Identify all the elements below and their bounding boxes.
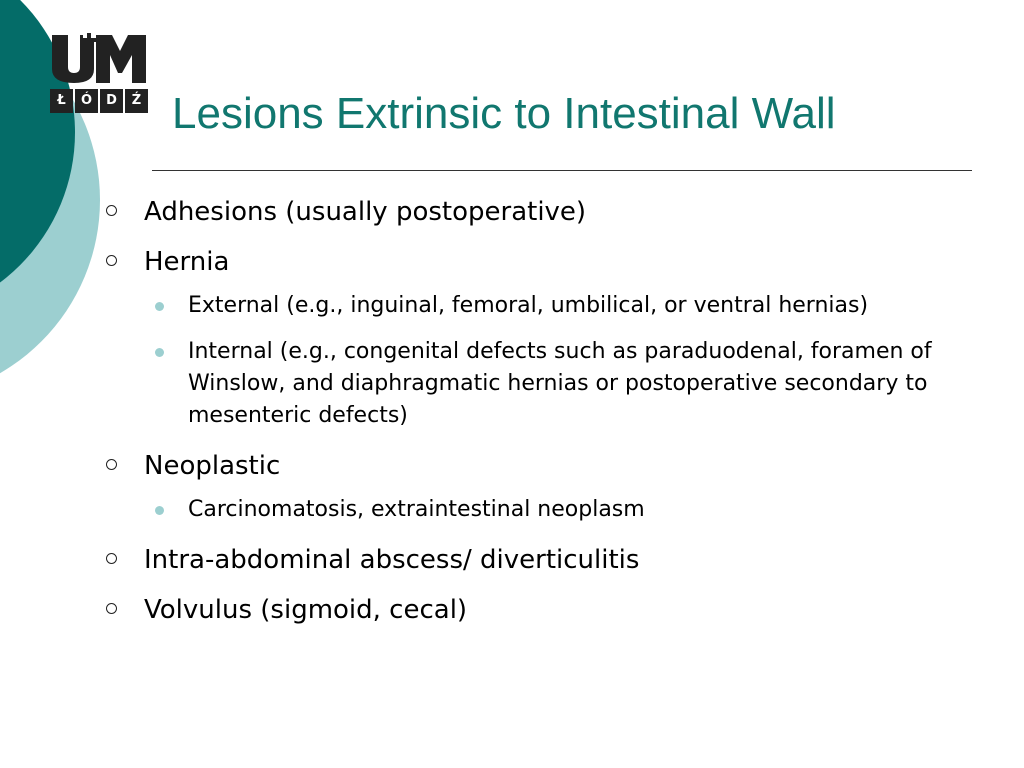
title-divider (152, 170, 972, 171)
list-item-text: Neoplastic (144, 451, 281, 481)
list-item (104, 448, 984, 484)
logo-mark (50, 33, 148, 85)
hollow-circle-bullet-icon (106, 255, 117, 266)
sub-list-item (104, 336, 984, 432)
bullet-list (104, 194, 984, 642)
university-logo (50, 33, 148, 113)
list-item-text: Volvulus (sigmoid, cecal) (144, 595, 468, 625)
filled-dot-bullet-icon (155, 302, 164, 311)
list-item-text: Intra-abdominal abscess/ diverticulitis (144, 545, 640, 575)
hollow-circle-bullet-icon (106, 603, 117, 614)
sub-list (104, 494, 984, 526)
filled-dot-bullet-icon (155, 348, 164, 357)
sub-list-item-text: External (e.g., inguinal, femoral, umbilical, or ventral hernias) (188, 293, 869, 318)
list-item (104, 542, 984, 578)
list-item (104, 194, 984, 230)
sub-list-item-text: Internal (e.g., congenital defects such as paraduodenal, foramen of Winslow, and diaphragmatic hernias or postoperative secondary to mesenteric defects) (188, 339, 932, 428)
sub-list-item (104, 494, 984, 526)
sub-list (104, 290, 984, 432)
hollow-circle-bullet-icon (106, 205, 117, 216)
hollow-circle-bullet-icon (106, 459, 117, 470)
filled-dot-bullet-icon (155, 506, 164, 515)
list-item-text: Hernia (144, 247, 230, 277)
logo-letter: Ó (75, 89, 98, 113)
logo-letter: Ź (125, 89, 148, 113)
logo-letter: Ł (50, 89, 73, 113)
list-item (104, 244, 984, 280)
slide-title: Lesions Extrinsic to Intestinal Wall (172, 89, 836, 138)
hollow-circle-bullet-icon (106, 553, 117, 564)
logo-letter: D (100, 89, 123, 113)
logo-letters (50, 89, 148, 113)
list-item-text: Adhesions (usually postoperative) (144, 197, 587, 227)
list-item (104, 592, 984, 628)
sub-list-item-text: Carcinomatosis, extraintestinal neoplasm (188, 497, 645, 522)
sub-list-item (104, 290, 984, 322)
